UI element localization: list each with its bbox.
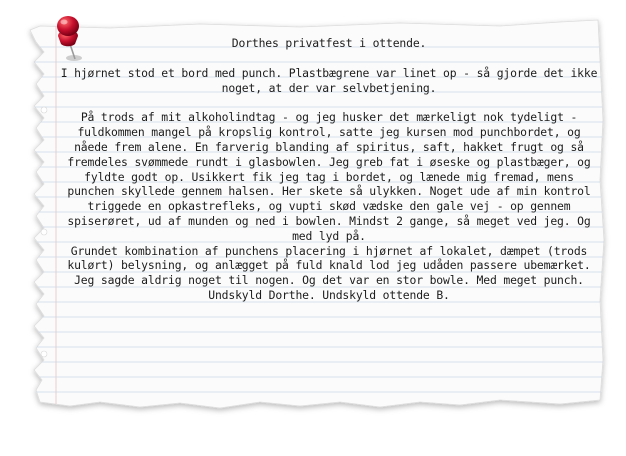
note-paragraph: På trods af mit alkoholindtag - og jeg husker det mærkeligt nok tydeligt - fuldkommen mangel på kropslig kontrol, satte jeg kursen mod punchbordet, og nåede frem alene. En farverig blanding af spiritus, saft, hakket frugt og så fremdeles svømmede rundt i glasbowlen. Jeg greb fat i øseske og plastbæger, og fyldte godt op. Usikkert fik jeg tag i bordet, og lænede mig fremad, mens punchen skyllede gennem halsen. Her skete så ulykken. Noget ude af min kontrol triggede en opkastrefleks, og vupti skød vædske den gale vej - op gennem spiserøret, ud af munden og ned i bowlen. Mindst 2 gange, så meget ved jeg. Og med lyd på. (67, 110, 591, 243)
note-paragraph: I hjørnet stod et bord med punch. Plastbægrene var linet op - så gjorde det ikke noget, at der var selvbetjening. (60, 65, 598, 95)
note-signoff: Undskyld Dorthe. Undskyld ottende B. (208, 287, 450, 302)
note-text (58, 36, 600, 303)
note-title: Dorthes privatfest i ottende. (231, 36, 427, 50)
note-paragraph: Jeg sagde aldrig noget til nogen. Og det var en stor bowle. Med meget punch. (74, 273, 584, 288)
note-paragraph: Grundet kombination af punchens placering i hjørnet af lokalet, dæmpet (trods kulørt) belysning, og anlægget på fuld knald lod jeg udåden passere ubemærket. (67, 243, 591, 273)
